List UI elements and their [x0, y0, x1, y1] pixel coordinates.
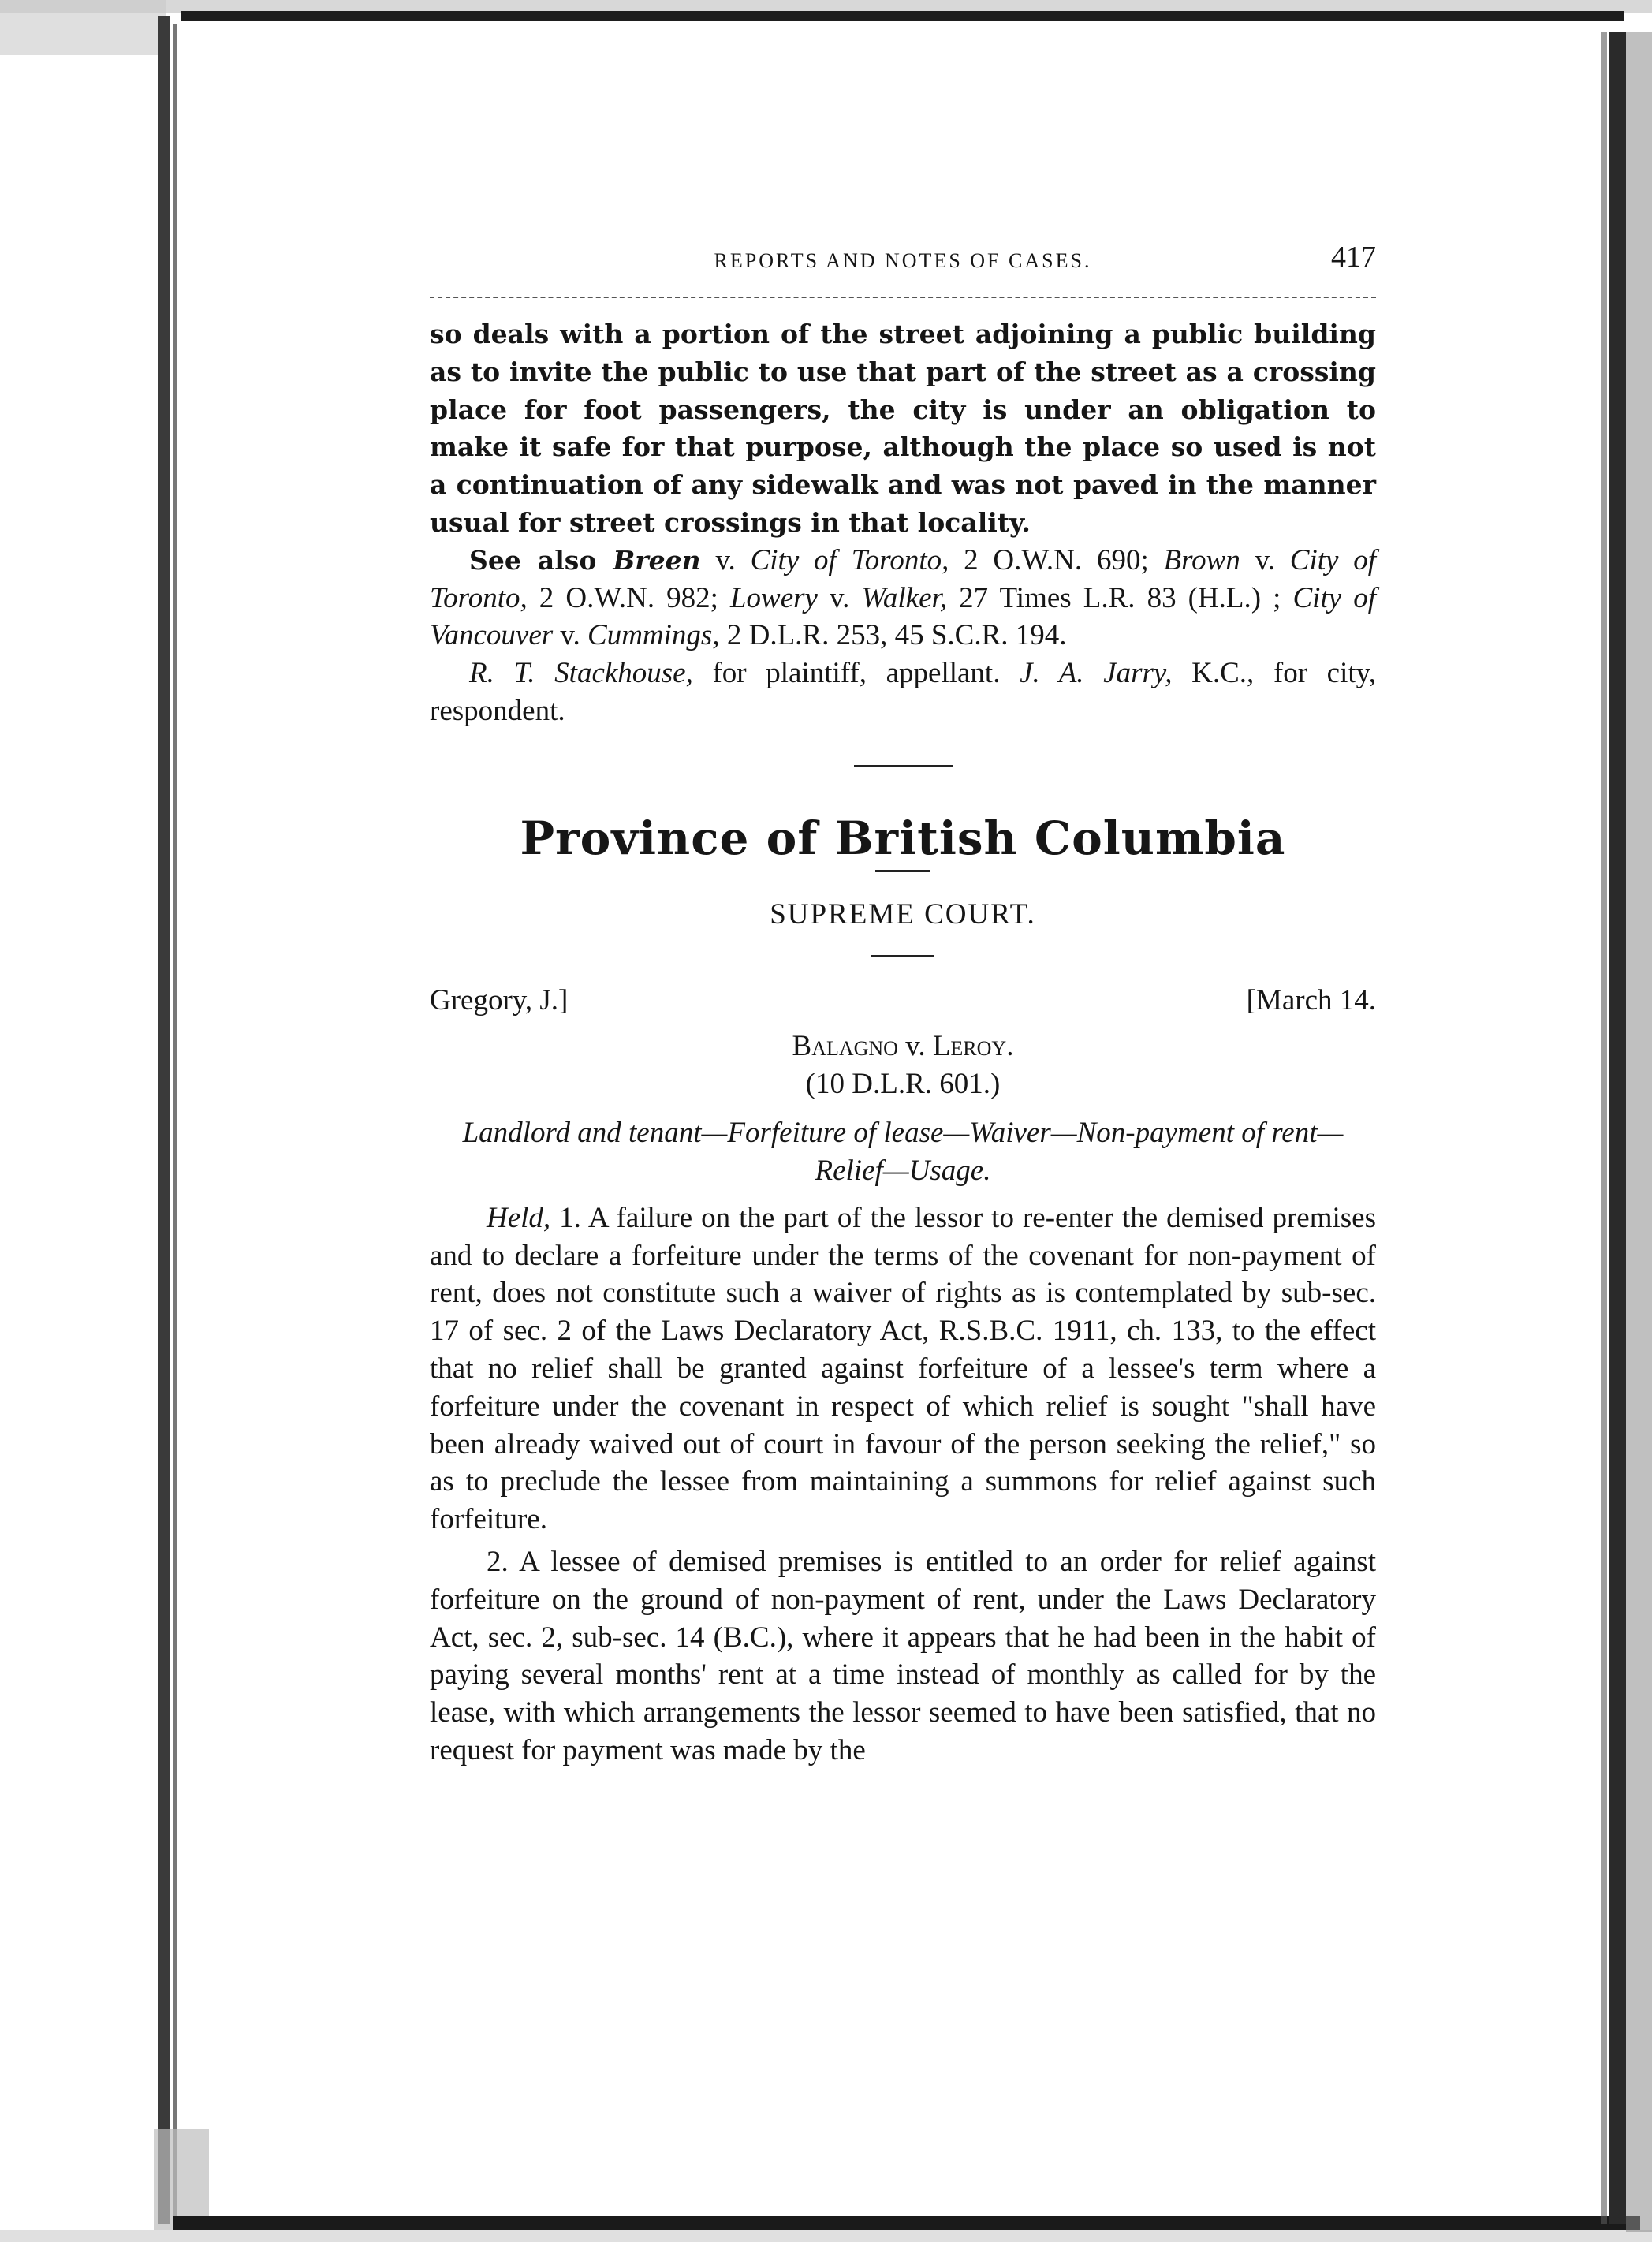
case-4-v: v. [553, 619, 588, 652]
see-also-paragraph [430, 542, 1376, 655]
judge-name: Gregory, J.] [430, 983, 569, 1017]
case-1-party-a: Breen [613, 544, 701, 576]
province-underline [875, 870, 930, 872]
see-also-intro: See also [469, 544, 613, 576]
respondent-counsel-role: K.C., for city, respondent. [430, 657, 1376, 727]
respondent-counsel-name: J. A. Jarry, [1020, 657, 1173, 690]
running-title: REPORTS AND NOTES OF CASES. [714, 249, 1092, 272]
case-3-party-b: Walker, [861, 581, 948, 614]
case-1-party-b: City of Toronto, [750, 543, 949, 576]
section-divider [854, 765, 953, 767]
case-1-v: v. [700, 543, 751, 576]
court-name: SUPREME COURT. [770, 897, 1036, 931]
book-page [430, 237, 1376, 1770]
case-citation: (10 D.L.R. 601.) [805, 1067, 1001, 1100]
plaintiff-counsel-role: for plaintiff, appellant. [692, 657, 1020, 690]
page-number: 417 [1331, 241, 1376, 274]
headnote: Landlord and tenant—Forfeiture of lease—Waiver—Non-payment of rent—Relief—Usage. [462, 1116, 1344, 1187]
case-3-citation: 27 Times L.R. 83 (H.L.) ; [947, 581, 1293, 614]
case-1-citation: 2 O.W.N. 690; [949, 543, 1164, 576]
header-rule [430, 297, 1376, 298]
running-head [430, 237, 1376, 281]
held-paragraph-2: 2. A lessee of demised premises is entitled to an order for relief against forfeiture on the ground of non-payment of rent, under the Laws Declaratory Act, sec. 2, sub-sec. 14 (B.C.), where it appears that he had been in the habit of paying several months' rent at a time instead of monthly as called for by the lease, with which arrangements the lessor seemed to have been satisfied, that no request for payment was made by the [430, 1545, 1376, 1766]
court-divider [871, 955, 934, 957]
case-name [430, 1028, 1376, 1065]
case-2-citation: 2 O.W.N. 982; [527, 581, 730, 614]
case-2-party-b: City of Toronto, [430, 543, 1376, 614]
held-label: Held, [487, 1201, 551, 1234]
judge-date-row [430, 983, 1376, 1021]
case-2-v: v. [1240, 543, 1290, 576]
case-3-party-a: Lowery [729, 581, 818, 614]
case-v: v. [897, 1029, 933, 1062]
held-paragraph-1 [430, 1199, 1376, 1539]
case-party-a: Balagno [792, 1029, 898, 1062]
case-2-party-a: Brown [1163, 543, 1240, 576]
case-party-b: Leroy. [932, 1029, 1014, 1062]
decision-date: [March 14. [1246, 983, 1376, 1017]
case-4-party-a: City of Vancouver [430, 581, 1376, 652]
plaintiff-counsel-name: R. T. Stackhouse, [469, 657, 693, 690]
continued-paragraph: so deals with a portion of the street adjoining a public building as to invite the public to use that part of the street as a crossing place for foot passengers, the city is under an obligation to make it safe for that purpose, although the place so used is not a continuation of any sidewalk and was not paved in the manner usual for street crossings in that locality. [430, 319, 1376, 538]
province-heading: Province of British Columbia [520, 811, 1286, 865]
held-1-text: 1. A failure on the part of the lessor to re-enter the demised premises and to declare a forfeiture under the terms of the covenant for non-payment of rent, does not constitute such a waiver of rights as is contemplated by sub-sec. 17 of sec. 2 of the Laws Declaratory Act, R.S.B.C. 1911, ch. 133, to the effect that no relief shall be granted against forfeiture of a lessee's term where a forfeiture under the covenant in respect of which relief is sought "shall have been already waived out of court in favour of the person seeking the relief," so as to preclude the lessee from maintaining a summons for relief against such forfeiture. [430, 1201, 1376, 1536]
case-4-citation: 2 D.L.R. 253, 45 S.C.R. 194. [719, 619, 1067, 652]
counsel-paragraph [430, 655, 1376, 730]
case-4-party-b: Cummings, [587, 619, 720, 652]
case-3-v: v. [817, 581, 862, 614]
